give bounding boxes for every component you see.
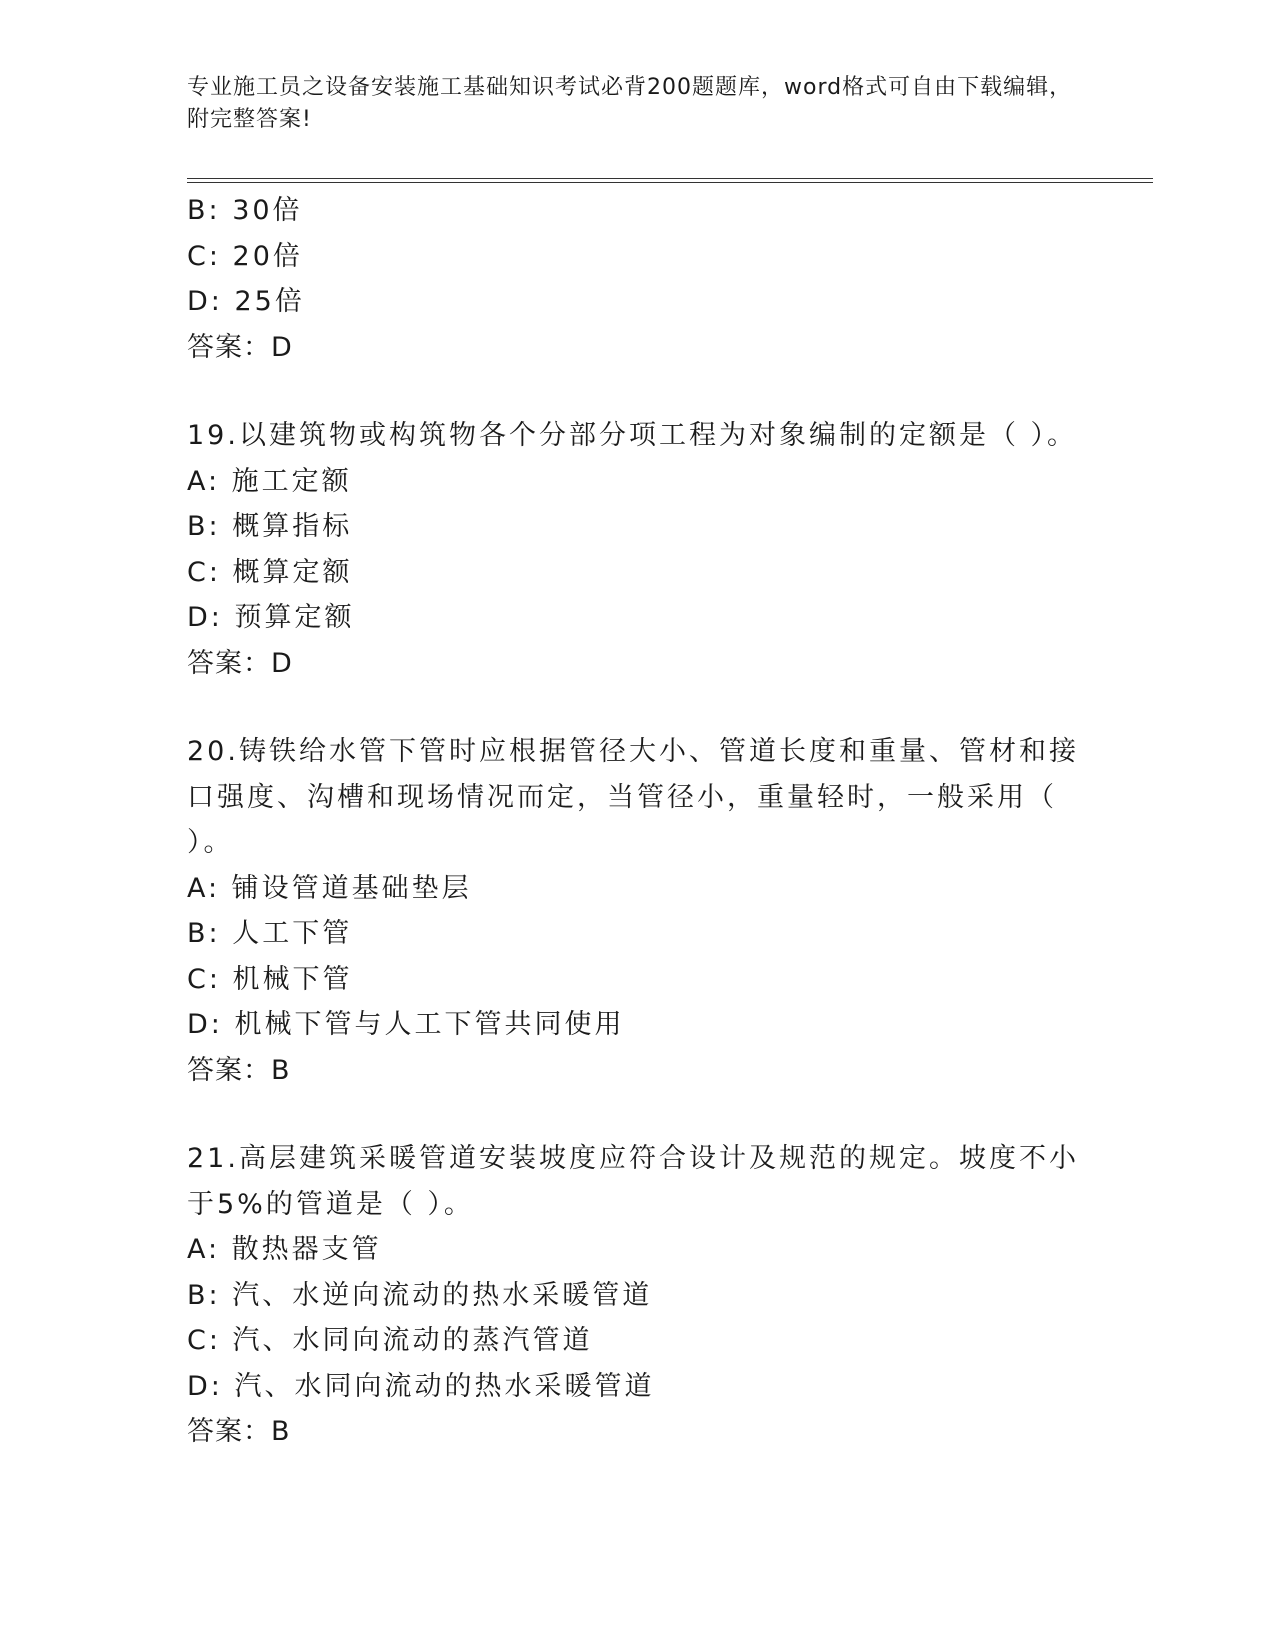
question-text: 19.以建筑物或构筑物各个分部分项工程为对象编制的定额是（ ）。 <box>187 420 1078 451</box>
question-19 <box>187 413 1087 686</box>
option-d: D: 预算定额 <box>187 602 355 633</box>
answer-line: 答案：B <box>187 1054 291 1086</box>
option-d: D: 25倍 <box>187 286 305 317</box>
answer-line: 答案：B <box>187 1416 291 1447</box>
answer-line: 答案：D <box>187 647 293 679</box>
option-c: C: 20倍 <box>187 240 303 272</box>
question-list <box>187 188 1087 1455</box>
option-c: C: 概算定额 <box>187 556 353 588</box>
question-21 <box>187 1136 1087 1455</box>
document-header: 专业施工员之设备安装施工基础知识考试必背200题题库，word格式可自由下载编辑，附完整答案! <box>187 75 1073 132</box>
option-b: B: 概算指标 <box>187 511 353 542</box>
option-a: A: 散热器支管 <box>187 1234 382 1265</box>
question-20 <box>187 729 1087 1093</box>
option-c: C: 汽、水同向流动的蒸汽管道 <box>187 1325 593 1356</box>
header-divider-bottom <box>187 182 1153 183</box>
option-b: B: 人工下管 <box>187 918 353 949</box>
option-b: B: 汽、水逆向流动的热水采暖管道 <box>187 1279 653 1311</box>
option-a: A: 施工定额 <box>187 465 352 497</box>
option-d: D: 机械下管与人工下管共同使用 <box>187 1009 625 1040</box>
question-text: 21.高层建筑采暖管道安装坡度应符合设计及规范的规定。坡度不小于5%的管道是（ ）。 <box>187 1143 1079 1220</box>
answer-line: 答案：D <box>187 331 293 363</box>
option-a: A: 铺设管道基础垫层 <box>187 872 472 904</box>
continued-question <box>187 188 1087 370</box>
option-c: C: 机械下管 <box>187 963 353 995</box>
option-b: B: 30倍 <box>187 195 303 226</box>
question-text: 20.铸铁给水管下管时应根据管径大小、管道长度和重量、管材和接口强度、沟槽和现场情况而定，当管径小，重量轻时，一般采用（ ）。 <box>187 736 1079 858</box>
header-divider-top <box>187 178 1153 179</box>
option-d: D: 汽、水同向流动的热水采暖管道 <box>187 1370 655 1402</box>
